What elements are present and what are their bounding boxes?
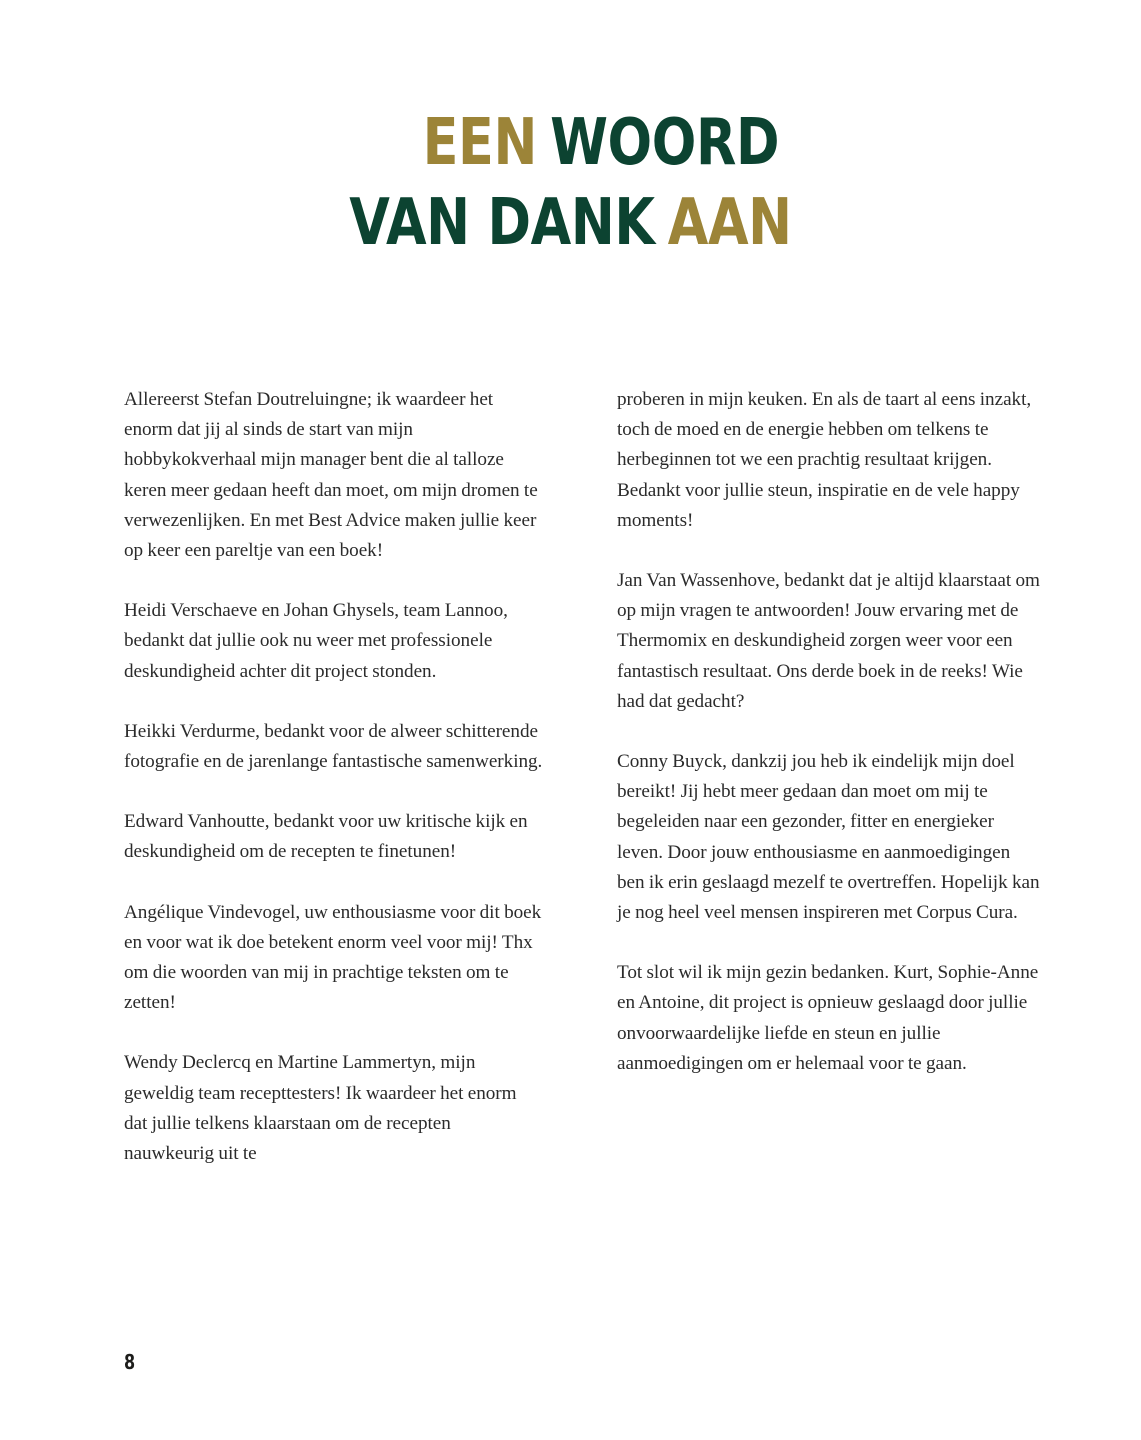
title-line-2 bbox=[103, 183, 1039, 263]
paragraph: Wendy Declercq en Martine Lammertyn, mijn geweldig team recepttesters! Ik waardeer het enorm dat jullie telkens klaarstaan om de recepten nauwkeurig uit te bbox=[124, 1052, 517, 1165]
right-column bbox=[617, 385, 1042, 1169]
paragraph: Heikki Verdurme, bedankt voor de alweer schitterende fotografie en de jarenlange fantastische samenwerking. bbox=[124, 720, 543, 773]
paragraph: Heidi Verschaeve en Johan Ghysels, team Lannoo, bedankt dat jullie ook nu weer met professionele deskundigheid achter dit project stonden. bbox=[124, 600, 508, 682]
body-columns bbox=[124, 385, 1042, 1169]
title-line-1 bbox=[103, 103, 1039, 183]
paragraph: Allereerst Stefan Doutreluingne; ik waardeer het enorm dat jij al sinds de start van mijn hobbykokverhaal mijn manager bent die al talloze keren meer gedaan heeft dan moet, om mijn dromen te verwezenlijken. En met Best Advice maken jullie keer op keer een pareltje van een boek! bbox=[124, 389, 538, 562]
page-number: 8 bbox=[124, 1350, 136, 1374]
paragraph: Tot slot wil ik mijn gezin bedanken. Kurt, Sophie-Anne en Antoine, dit project is opnieuw geslaagd door jullie onvoorwaardelijke liefde en steun en jullie aanmoedigingen om er helemaal voor te gaan. bbox=[617, 962, 1039, 1074]
paragraph: Conny Buyck, dankzij jou heb ik eindelijk mijn doel bereikt! Jij hebt meer gedaan dan moet om mij te begeleiden naar een gezonder, fitter en energieker leven. Door jouw enthousiasme en aanmoedigingen ben ik erin geslaagd mezelf te overtreffen. Hopelijk kan je nog heel veel mensen inspireren met Corpus Cura. bbox=[617, 751, 1040, 924]
paragraph: Edward Vanhoutte, bedankt voor uw kritische kijk en deskundigheid om de recepten te finetunen! bbox=[124, 811, 528, 863]
title-word-woord: WOORD bbox=[550, 106, 780, 180]
title-word-vandank: VAN DANK bbox=[349, 186, 655, 260]
page-title bbox=[0, 103, 1141, 263]
paragraph: proberen in mijn keuken. En als de taart al eens inzakt, toch de moed en de energie hebben om telkens te herbeginnen tot we een prachtig resultaat krijgen. Bedankt voor jullie steun, inspiratie en de vele happy moments! bbox=[617, 389, 1032, 531]
title-word-een: EEN bbox=[422, 106, 537, 180]
title-word-aan: AAN bbox=[667, 186, 792, 260]
left-column bbox=[124, 385, 544, 1169]
paragraph: Jan Van Wassenhove, bedankt dat je altijd klaarstaat om op mijn vragen te antwoorden! Jouw ervaring met de Thermomix en deskundigheid zorgen weer voor een fantastisch resultaat. Ons derde boek in de reeks! Wie had dat gedacht? bbox=[617, 570, 1040, 712]
paragraph: Angélique Vindevogel, uw enthousiasme voor dit boek en voor wat ik doe betekent enorm veel voor mij! Thx om die woorden van mij in prachtige teksten om te zetten! bbox=[124, 901, 542, 1014]
